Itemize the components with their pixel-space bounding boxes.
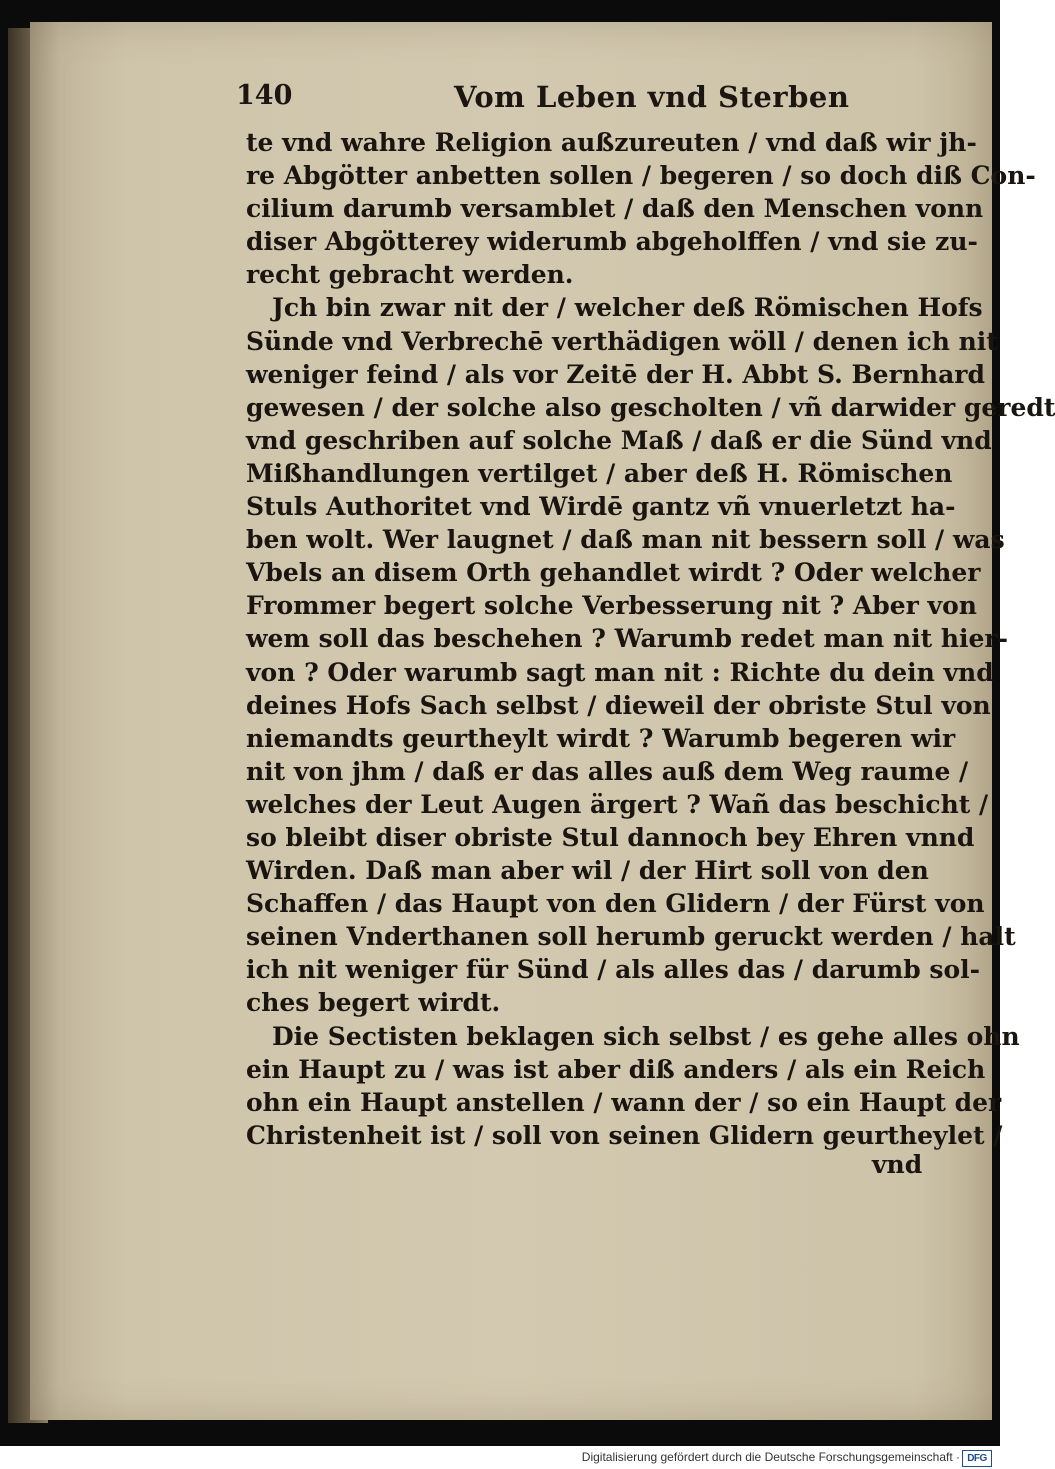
text-line: Sünde vnd Verbrechē verthädigen wöll / denen ich nit [246, 326, 998, 356]
text-line: Schaffen / das Haupt von den Glidern / der Fürst von [246, 889, 985, 919]
dfg-logo: DFG [962, 1450, 992, 1467]
text-line: Vbels an disem Orth gehandlet wirdt ? Oder welcher [246, 558, 981, 588]
page-number: 140 [236, 80, 293, 111]
paragraph-start-line: Jch bin zwar nit der / welcher deß Römischen Hofs [272, 293, 983, 323]
text-line: nit von jhm / daß er das alles auß dem Weg raume / [246, 756, 969, 786]
text-line: ich nit weniger für Sünd / als alles das / darumb sol- [246, 955, 981, 985]
text-line: wem soll das beschehen ? Warumb redet man nit hier- [246, 624, 1008, 654]
text-line: Christenheit ist / soll von seinen Glidern geurtheylet / [246, 1120, 1003, 1150]
text-line: diser Abgötterey widerumb abgeholffen / vnd sie zu- [246, 227, 978, 257]
text-line: ches begert wirdt. [246, 988, 501, 1018]
text-line: ein Haupt zu / was ist aber diß anders / als ein Reich [246, 1054, 986, 1084]
text-line: re Abgötter anbetten sollen / begeren / so doch diß Con- [246, 161, 1036, 191]
footer-bar [0, 1446, 1000, 1469]
text-line: Mißhandlungen vertilget / aber deß H. Römischen [246, 458, 953, 488]
text-line: te vnd wahre Religion außzureuten / vnd daß wir jh- [246, 128, 977, 157]
running-head [236, 80, 936, 124]
text-line: deines Hofs Sach selbst / dieweil der obriste Stul von [246, 690, 991, 720]
text-line: niemandts geurtheylt wirdt ? Warumb begeren wir [246, 723, 956, 753]
text-line: Wirden. Daß man aber wil / der Hirt soll von den [246, 856, 929, 886]
text-line: gewesen / der solche also gescholten / vñ darwider geredt [246, 392, 1055, 422]
text-line: Stuls Authoritet vnd Wirdē gantz vñ vnuerletzt ha- [246, 492, 956, 522]
text-line: Frommer begert solche Verbesserung nit ? Aber von [246, 591, 977, 621]
text-line: weniger feind / als vor Zeitē der H. Abbt S. Bernhard [246, 359, 985, 389]
text-line: recht gebracht werden. [246, 260, 574, 290]
text-line: welches der Leut Augen ärgert ? Wañ das beschicht / [246, 789, 989, 819]
text-line: ohn ein Haupt anstellen / wann der / so ein Haupt der [246, 1087, 1002, 1117]
funding-credit: Digitalisierung gefördert durch die Deutsche Forschungsgemeinschaft · [581, 1450, 960, 1464]
text-line: seinen Vnderthanen soll herumb geruckt werden / halt [246, 922, 1016, 952]
text-line: vnd geschriben auf solche Maß / daß er die Sünd vnd [246, 425, 992, 455]
body-text [246, 126, 1055, 1152]
running-title: Vom Leben vnd Sterben [454, 80, 850, 114]
text-line: ben wolt. Wer laugnet / daß man nit bessern soll / was [246, 525, 1005, 555]
text-line: cilium darumb versamblet / daß den Menschen vonn [246, 194, 984, 224]
text-line: so bleibt diser obriste Stul dannoch bey Ehren vnnd [246, 822, 975, 852]
paragraph-start-line: Die Sectisten beklagen sich selbst / es gehe alles ohn [272, 1021, 1020, 1051]
catchword: vnd [872, 1150, 923, 1179]
text-line: von ? Oder warumb sagt man nit : Richte du dein vnd [246, 657, 994, 687]
